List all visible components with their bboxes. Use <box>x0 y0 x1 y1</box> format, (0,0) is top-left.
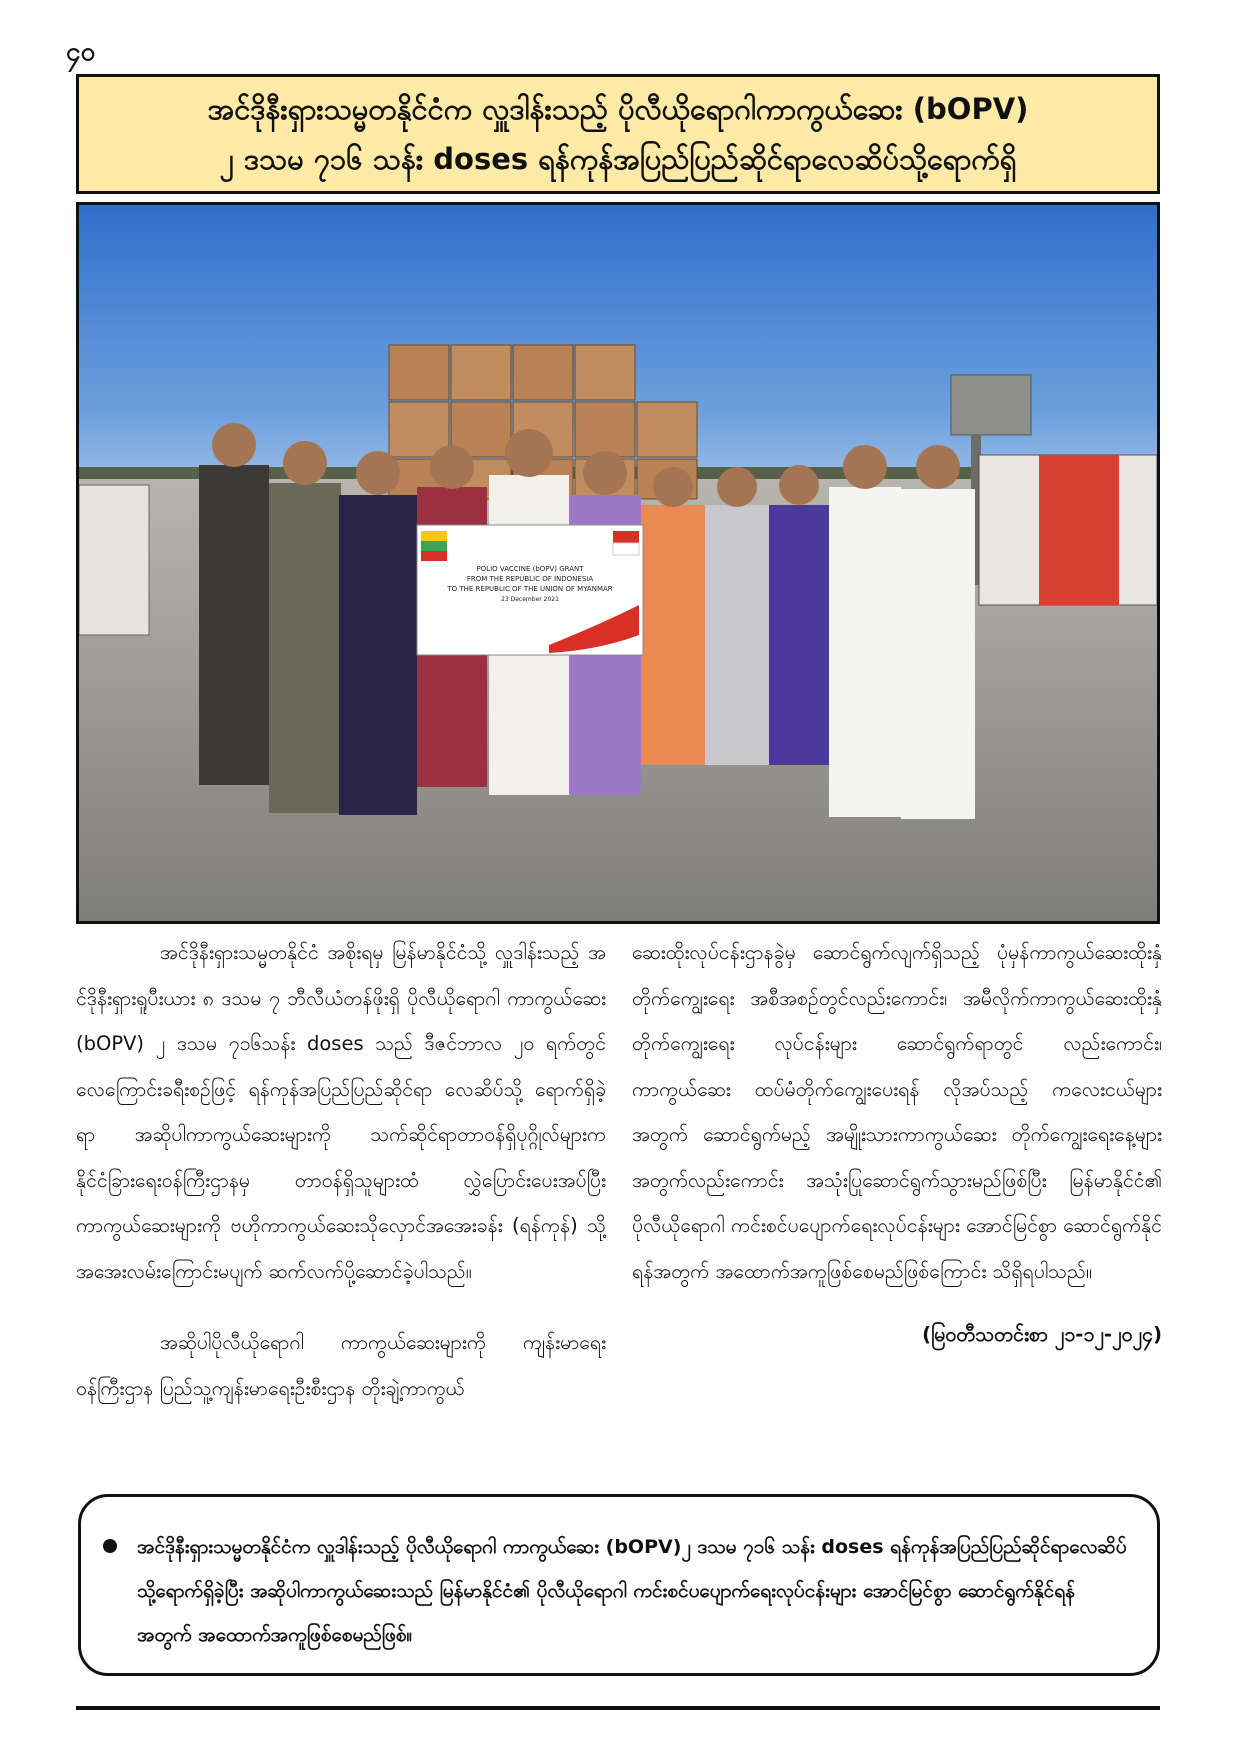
article-paragraph-2: အဆိုပါပိုလီယိုရောဂါ ကာကွယ်ဆေးများကို ကျန်းမာရေးဝန်ကြီးဌာန ပြည်သူ့ကျန်းမာရေးဦးစီးဌာန တိုးချဲ့ကာကွယ် <box>76 1331 606 1400</box>
article-right-column <box>632 930 1162 1358</box>
headline-box <box>76 74 1160 194</box>
bullet-icon <box>103 1539 117 1553</box>
headline-line-2: ၂ ဒသမ ၇၁၆ သန်း doses ရန်ကုန်အပြည်ပြည်ဆိုင်ရာလေဆိပ်သို့ရောက်ရှိ <box>219 142 1017 176</box>
banner-date: 23 December 2021 <box>501 596 559 603</box>
article-paragraph-2-continued: ဆေးထိုးလုပ်ငန်းဌာနခွဲမှ ဆောင်ရွက်လျက်ရှိသည့် ပုံမှန်ကာကွယ်ဆေးထိုးနှံတိုက်ကျွေးရေး အစီအစဉ်တွင်လည်းကောင်း၊ အမီလိုက်ကာကွယ်ဆေးထိုးနှံတိုက်ကျွေးရေး လုပ်ငန်းများ ဆောင်ရွက်ရာတွင် လည်းကောင်း၊ ကာကွယ်ဆေး ထပ်မံတိုက်ကျွေးပေးရန် လိုအပ်သည့် ကလေးငယ်များအတွက် ဆောင်ရွက်မည့် အမျိုးသားကာကွယ်ဆေး တိုက်ကျွေးရေးနေ့များအတွက်လည်းကောင်း အသုံးပြုဆောင်ရွက်သွားမည်ဖြစ်ပြီး မြန်မာနိုင်ငံ၏ ပိုလီယိုရောဂါ ကင်းစင်ပပျောက်ရေးလုပ်ငန်းများ အောင်မြင်စွာ ဆောင်ရွက်နိုင်ရန်အတွက် အထောက်အကူဖြစ်စေမည်ဖြစ်ကြောင်း သိရှိရပါသည်။ <box>632 941 1162 1283</box>
summary-box <box>78 1494 1160 1676</box>
summary-text: အင်ဒိုနီးရှားသမ္မတနိုင်ငံက လှူဒါန်းသည့် ပိုလီယိုရောဂါ ကာကွယ်ဆေး (bOPV)၂ ဒသမ ၇၁၆ သန်း doses ရန်ကုန်အပြည်ပြည်ဆိုင်ရာလေဆိပ်သို့ရောက်ရှိခဲ့ပြီး အဆိုပါကာကွယ်ဆေးသည် မြန်မာနိုင်ငံ၏ ပိုလီယိုရောဂါ ကင်းစင်ပပျောက်ရေးလုပ်ငန်းများ အောင်မြင်စွာ ဆောင်ရွက်နိုင်ရန်အတွက် အထောက်အကူဖြစ်စေမည်ဖြစ်။ <box>137 1536 1127 1646</box>
banner-line-3: TO THE REPUBLIC OF THE UNION OF MYANMAR <box>447 585 613 593</box>
news-photo <box>76 202 1160 924</box>
headline-line-1: အင်ဒိုနီးရှားသမ္မတနိုင်ငံက လှူဒါန်းသည့် ပိုလီယိုရောဂါကာကွယ်ဆေး (bOPV) <box>207 92 1029 126</box>
page-number: ၄၀ <box>66 37 96 67</box>
article-left-column <box>76 930 606 1411</box>
footer-divider <box>76 1706 1160 1710</box>
banner-line-2: FROM THE REPUBLIC OF INDONESIA <box>466 575 594 583</box>
banner-line-1: POLIO VACCINE (bOPV) GRANT <box>476 565 584 573</box>
article-paragraph-1: အင်ဒိုနီးရှားသမ္မတနိုင်ငံ အစိုးရမှ မြန်မာနိုင်ငံသို့ လှူဒါန်းသည့် အင်ဒိုနီးရှားရူပီးယား ၈ ဒသမ ၇ ဘီလီယံတန်ဖိုးရှိ ပိုလီယိုရောဂါ ကာကွယ်ဆေး (bOPV) ၂ ဒသမ ၇၁၆သန်း doses သည် ဒီဇင်ဘာလ ၂၀ ရက်တွင် လေကြောင်းခရီးစဉ်ဖြင့် ရန်ကုန်အပြည်ပြည်ဆိုင်ရာ လေဆိပ်သို့ ရောက်ရှိခဲ့ရာ အဆိုပါကာကွယ်ဆေးများကို သက်ဆိုင်ရာတာဝန်ရှိပုဂ္ဂိုလ်များက နိုင်ငံခြားရေးဝန်ကြီးဌာနမှ တာဝန်ရှိသူများထံ လွှဲပြောင်းပေးအပ်ပြီး ကာကွယ်ဆေးများကို ဗဟိုကာကွယ်ဆေးသိုလှောင်အအေးခန်း (ရန်ကုန်) သို့ အအေးလမ်းကြောင်းမပျက် ဆက်လက်ပို့ဆောင်ခဲ့ပါသည်။ <box>76 941 606 1283</box>
grant-banner <box>417 525 643 655</box>
article-source: (မြဝတီသတင်းစာ ၂၁-၁၂-၂၀၂၄) <box>922 1323 1162 1346</box>
